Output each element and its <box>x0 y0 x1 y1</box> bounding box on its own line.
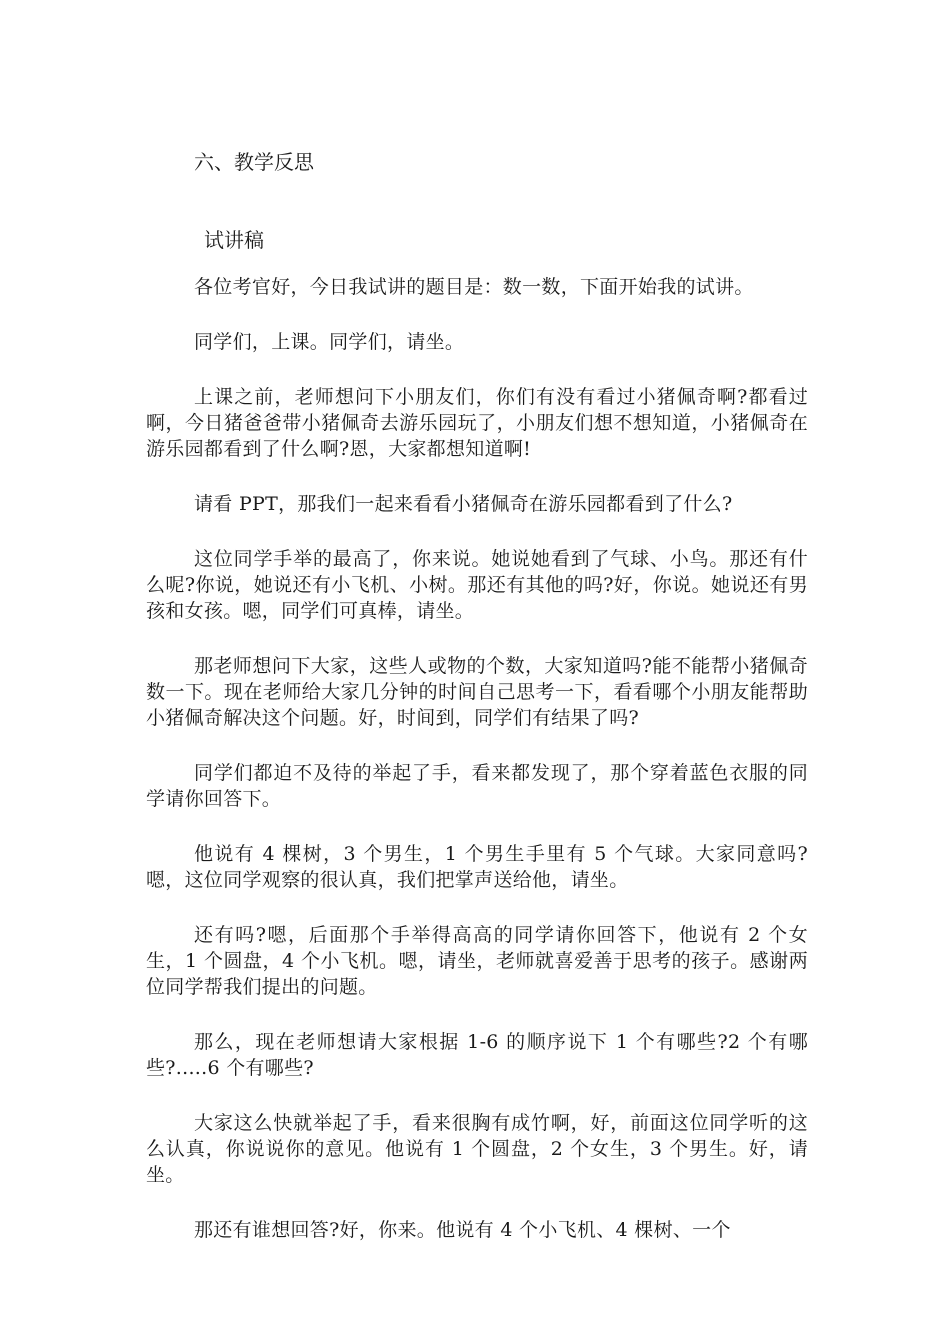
paragraph-answer-3: 大家这么快就举起了手，看来很胸有成竹啊，好，前面这位同学听的这么认真，你说说你的意见。他说有 1 个圆盘，2 个女生，3 个男生。好，请坐。 <box>146 1112 808 1186</box>
paragraph-observations: 这位同学手举的最高了，你来说。她说她看到了气球、小鸟。那还有什么呢?你说，她说还有小飞机、小树。那还有其他的吗?好，你说。她说还有男孩和女孩。嗯，同学们可真棒，请坐。 <box>146 548 808 622</box>
paragraph-hands-up: 同学们都迫不及待的举起了手，看来都发现了，那个穿着蓝色衣服的同学请你回答下。 <box>146 762 808 810</box>
paragraph-order-question: 那么，现在老师想请大家根据 1-6 的顺序说下 1 个有哪些?2 个有哪些?.....6 个有哪些? <box>146 1031 808 1079</box>
document-body <box>146 274 808 1272</box>
paragraph-intro: 上课之前，老师想问下小朋友们，你们有没有看过小猪佩奇啊?都看过啊，今日猪爸爸带小猪佩奇去游乐园玩了，小朋友们想不想知道，小猪佩奇在游乐园都看到了什么啊?恩，大家都想知道啊! <box>146 386 808 460</box>
paragraph-answer-2: 还有吗?嗯，后面那个手举得高高的同学请你回答下，他说有 2 个女生，1 个圆盘，4 个小飞机。嗯，请坐，老师就喜爱善于思考的孩子。感谢两位同学帮我们提出的问题。 <box>146 924 808 998</box>
paragraph-class-start: 同学们，上课。同学们，请坐。 <box>194 331 465 353</box>
paragraph-answer-4: 那还有谁想回答?好，你来。他说有 4 个小飞机、4 棵树、一个 <box>194 1219 731 1241</box>
paragraph-ppt: 请看 PPT，那我们一起来看看小猪佩奇在游乐园都看到了什么? <box>194 493 733 515</box>
paragraph-greeting: 各位考官好，今日我试讲的题目是：数一数，下面开始我的试讲。 <box>194 276 754 298</box>
document-subtitle: 试讲稿 <box>204 228 264 252</box>
section-heading: 六、教学反思 <box>194 150 314 174</box>
paragraph-answer-1: 他说有 4 棵树，3 个男生，1 个男生手里有 5 个气球。大家同意吗?嗯，这位同学观察的很认真，我们把掌声送给他，请坐。 <box>146 843 808 891</box>
paragraph-question: 那老师想问下大家，这些人或物的个数，大家知道吗?能不能帮小猪佩奇数一下。现在老师给大家几分钟的时间自己思考一下，看看哪个小朋友能帮助小猪佩奇解决这个问题。好，时间到，同学们有结果了吗? <box>146 655 808 729</box>
